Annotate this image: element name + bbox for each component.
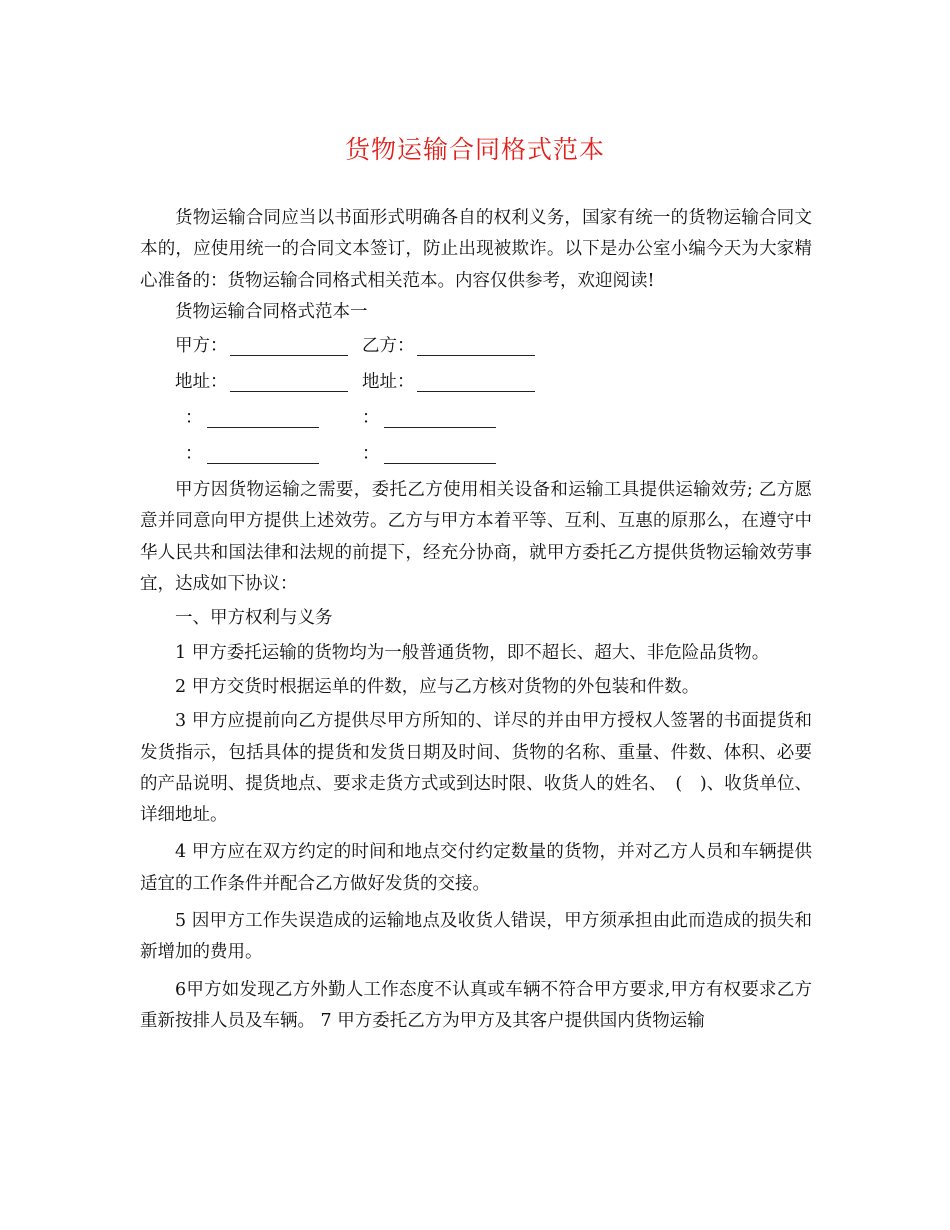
blank-field-2a[interactable] bbox=[185, 439, 362, 470]
address-b-label: 地址： bbox=[362, 371, 415, 392]
clause-paragraph: 3 甲方应提前向乙方提供尽甲方所知的、详尽的并由甲方授权人签署的书面提货和发货指示，包括具体的提货和发货日期及时间、货物的名称、重量、件数、体积、必要的产品说明、提货地点、要求走货方式或到达时限、收货人的姓名、 ( )、收货单位、详细地址。 bbox=[140, 711, 812, 826]
address-row bbox=[140, 364, 812, 400]
section-heading: 一、甲方权利与义务 bbox=[175, 608, 333, 629]
clause-paragraph: 6甲方如发现乙方外勤人工作态度不认真或车辆不符合甲方要求,甲方有权要求乙方重新按排人员及车辆。 7 甲方委托乙方为甲方及其客户提供国内货物运输 bbox=[140, 979, 812, 1031]
document-body bbox=[140, 203, 812, 1037]
party-a-blank[interactable] bbox=[230, 337, 348, 356]
blank-row-2 bbox=[140, 436, 812, 472]
blank-field-1a[interactable] bbox=[185, 403, 362, 434]
address-b-blank[interactable] bbox=[417, 373, 535, 392]
clause-paragraph: 2 甲方交货时根据运单的件数，应与乙方核对货物的外包装和件数。 bbox=[175, 676, 700, 697]
sample-heading: 货物运输合同格式范本一 bbox=[175, 301, 368, 322]
party-a-label: 甲方： bbox=[175, 335, 228, 356]
party-row bbox=[140, 328, 812, 364]
clause-paragraph: 1 甲方委托运输的货物均为一般普通货物，即不超长、超大、非危险品货物。 bbox=[175, 642, 770, 663]
party-b-field[interactable] bbox=[362, 331, 549, 362]
address-a-label: 地址： bbox=[175, 371, 228, 392]
blank-colon: ： bbox=[185, 443, 203, 464]
blank-field-1b[interactable] bbox=[362, 403, 539, 434]
intro-paragraph: 货物运输合同应当以书面形式明确各自的权利义务，国家有统一的货物运输合同文本的，应使用统一的合同文本签订，防止出现被欺诈。以下是办公室小编今天为大家精心准备的：货物运输合同格式相关范本。内容仅供参考，欢迎阅读! bbox=[140, 208, 812, 291]
blank-line[interactable] bbox=[384, 445, 496, 464]
clause-paragraph: 5 因甲方工作失误造成的运输地点及收货人错误，甲方须承担由此而造成的损失和新增加的费用。 bbox=[140, 911, 812, 963]
clause-paragraph: 4 甲方应在双方约定的时间和地点交付约定数量的货物，并对乙方人员和车辆提供适宜的工作条件并配合乙方做好发货的交接。 bbox=[140, 842, 812, 894]
document-title: 货物运输合同格式范本 bbox=[344, 135, 605, 164]
blank-colon: ： bbox=[185, 407, 203, 428]
address-b-field[interactable] bbox=[362, 367, 549, 398]
party-b-blank[interactable] bbox=[417, 337, 535, 356]
blank-colon: ： bbox=[362, 443, 380, 464]
blank-line[interactable] bbox=[384, 409, 496, 428]
blank-row-1 bbox=[140, 400, 812, 436]
blank-line[interactable] bbox=[207, 445, 319, 464]
address-a-blank[interactable] bbox=[230, 373, 348, 392]
party-a-field[interactable] bbox=[175, 331, 362, 362]
preamble-paragraph: 甲方因货物运输之需要，委托乙方使用相关设备和运输工具提供运输效劳; 乙方愿意并同意向甲方提供上述效劳。乙方与甲方本着平等、互利、互惠的原那么，在遵守中华人民共和国法律和法规的前提下，经充分协商，就甲方委托乙方提供货物运输效劳事宜，达成如下协议： bbox=[140, 480, 812, 595]
address-a-field[interactable] bbox=[175, 367, 362, 398]
blank-colon: ： bbox=[362, 407, 380, 428]
party-b-label: 乙方： bbox=[362, 335, 415, 356]
blank-line[interactable] bbox=[207, 409, 319, 428]
blank-field-2b[interactable] bbox=[362, 439, 539, 470]
